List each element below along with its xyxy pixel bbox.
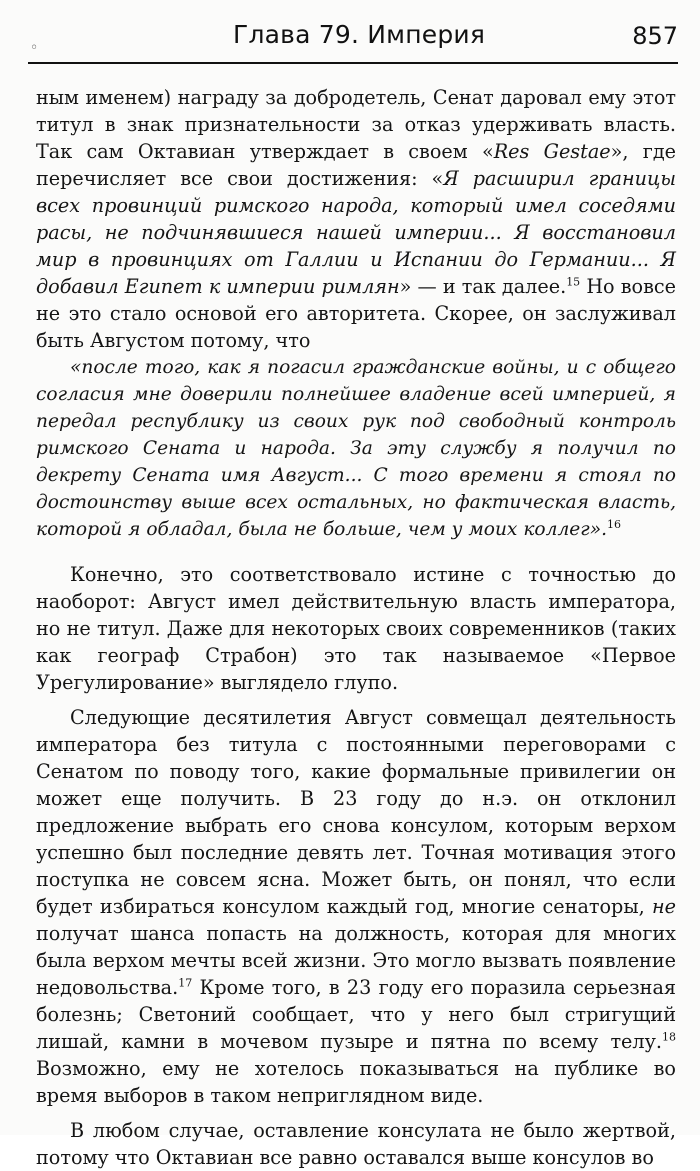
scan-mark: ◦ bbox=[30, 40, 39, 56]
page-number: 857 bbox=[632, 22, 678, 50]
text-run: получат шанса попасть на должность, которая для многих была верхом мечты всей жизни. Это могло вызвать появление недовольства. bbox=[36, 922, 676, 999]
paragraph-2: Конечно, это соответствовало истине с точностью до наоборот: Август имел действительную власть императора, но не титул. Даже для некоторых своих современников (таких как географ Страбон) это так называемое «Первое Урегулирование» выглядело глупо. bbox=[36, 563, 676, 694]
text-run: Следующие десятилетия Август совмещал деятельность императора без титула с постоянными переговорами с Сенатом по поводу того, какие формальные привилегии он может еще получить. В 23 году до н.э. он отклонил предложение выбрать его снова консулом, которым верхом успешно был последние девять лет. Точная мотивация этого поступка не совсем ясна. Может быть, он понял, что если будет избираться консулом каждый год, многие сенаторы, bbox=[36, 706, 676, 918]
text-run: Возможно, ему не хотелось показываться на публике во время выборов в таком неприглядном виде. bbox=[36, 1057, 676, 1107]
footnote-ref-15: 15 bbox=[566, 275, 581, 289]
res-gestae-title: Res Gestae bbox=[493, 140, 611, 163]
block-quote-text: «после того, как я погасил гражданские войны, и с общего согласия мне доверили полнейшее владение всей империей, я передал республику из своих рук под свободный контроль римского Сената и народа. За эту службу я получил по декрету Сената имя Август... С того времени я стоял по достоинству выше всех остальных, но фактическая власть, которой я обладал, была не больше, чем у моих коллег». bbox=[36, 357, 676, 540]
paragraph-4: В любом случае, оставление консулата не было жертвой, потому что Октавиан все равно оставался выше консулов во bbox=[36, 1119, 676, 1169]
text-run: » — и так далее. bbox=[399, 275, 567, 298]
paragraph-1 bbox=[36, 84, 676, 354]
emphasis-ne: не bbox=[652, 895, 676, 918]
text-run: », где перечисляет все свои достижения: « bbox=[36, 140, 676, 190]
text-run: Но вовсе не это стало основой его авторитета. Скорее, он заслуживал быть Августом потому, что bbox=[36, 275, 676, 352]
block-quote bbox=[36, 354, 676, 543]
inline-quote: Я расширил границы всех провинций римского народа, который имел соседями расы, не подчинявшиеся нашей империи... Я восстановил мир в провинциях от Галлии и Испании до Германии... Я добавил Египет к империи римлян bbox=[36, 167, 676, 298]
chapter-title: Глава 79. Империя bbox=[233, 20, 486, 49]
running-header bbox=[28, 14, 678, 64]
footnote-ref-16: 16 bbox=[607, 517, 621, 531]
body-text bbox=[36, 84, 676, 1171]
footnote-ref-18: 18 bbox=[662, 1030, 676, 1044]
footnote-ref-17: 17 bbox=[178, 976, 193, 990]
text-run: ным именем) награду за добродетель, Сенат даровал ему этот титул в знак признательности за отказ удерживать власть. Так сам Октавиан утверждает в своем « bbox=[36, 86, 676, 163]
paragraph-3 bbox=[36, 704, 676, 1109]
text-run: Кроме того, в 23 году его поразила серьезная болезнь; Светоний сообщает, что у него был стригущий лишай, камни в мочевом пузыре и пятна по всему телу. bbox=[36, 976, 676, 1053]
